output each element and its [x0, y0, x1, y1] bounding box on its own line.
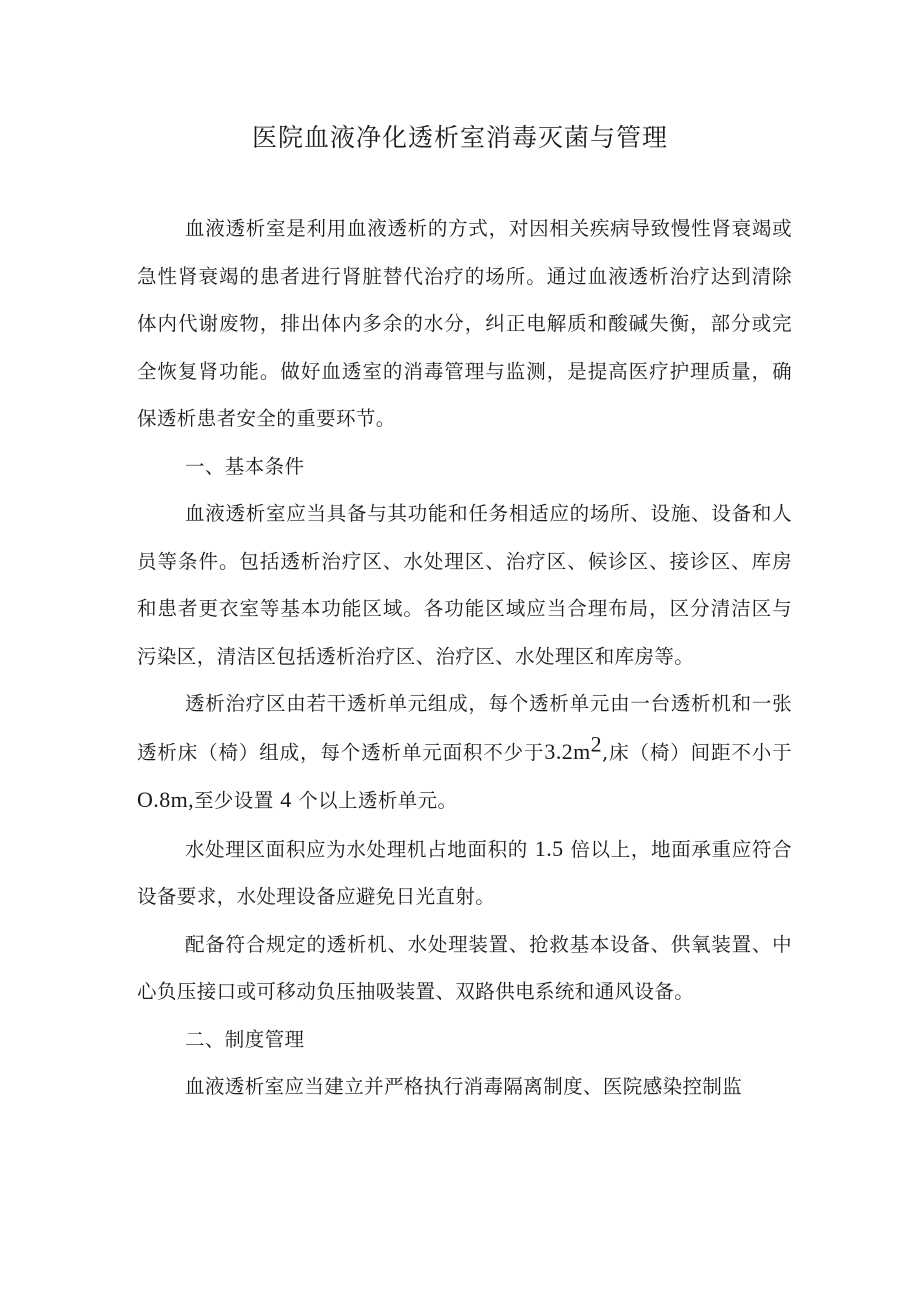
spacing-value: O.8m, [137, 787, 194, 812]
text-segment: 透析治疗区由若干透析单元组成，每个透析单元由一台透析机和一张透析床（椅）组成，每个透析单元面积不少于 [137, 692, 792, 764]
text-segment: 水处理区面积应为水处理机占地面积的 [185, 837, 528, 861]
intro-paragraph: 血液透析室是利用血液透析的方式，对因相关疾病导致慢性肾衰竭或急性肾衰竭的患者进行肾脏替代治疗的场所。通过血液透析治疗达到清除体内代谢废物，排出体内多余的水分，纠正电解质和酸碱失衡，部分或完全恢复肾功能。做好血透室的消毒管理与监测，是提高医疗护理质量，确保透析患者安全的重要环节。 [137, 217, 792, 430]
text-segment: ,床（椅）间距不小于 [602, 740, 792, 764]
text-segment: 至少设置 [194, 789, 274, 812]
area-value: 3.2m [544, 738, 591, 764]
paragraph-dialysis-units [137, 680, 792, 825]
document-title: 医院血液净化透析室消毒灭菌与管理 [251, 123, 668, 152]
section-heading-management: 二、制度管理 [185, 1027, 305, 1051]
paragraph-equipment: 配备符合规定的透析机、水处理装置、抢救基本设备、供氧装置、中心负压接口或可移动负压抽吸装置、双路供电系统和通风设备。 [137, 932, 792, 1003]
document-body [137, 205, 792, 1111]
paragraph-facilities: 血液透析室应当具备与其功能和任务相适应的场所、设施、设备和人员等条件。包括透析治疗区、水处理区、治疗区、候诊区、接诊区、库房和患者更衣室等基本功能区域。各功能区域应当合理布局，区分清洁区与污染区，清洁区包括透析治疗区、治疗区、水处理区和库房等。 [137, 502, 792, 668]
area-superscript: 2 [590, 731, 603, 756]
unit-count: 4 [280, 787, 292, 812]
area-ratio: 1.5 [534, 835, 564, 861]
text-segment: 倍以上，地面承重应符合设备要求，水处理设备应避免日光直射。 [137, 837, 792, 908]
paragraph-management: 血液透析室应当建立并严格执行消毒隔离制度、医院感染控制监 [185, 1075, 743, 1098]
paragraph-water-treatment [137, 825, 792, 921]
text-segment: 个以上透析单元。 [298, 789, 458, 812]
section-heading-basic-conditions: 一、基本条件 [185, 454, 305, 478]
